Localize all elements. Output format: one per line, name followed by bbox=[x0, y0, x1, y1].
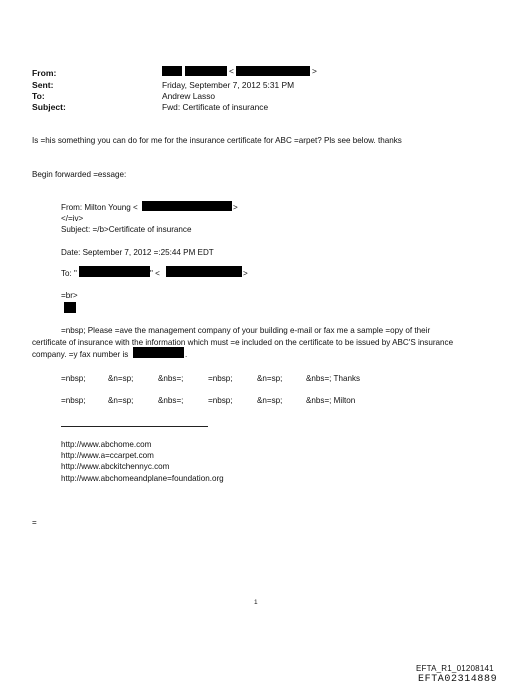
forwarded-label: Begin forwarded =essage: bbox=[32, 170, 127, 179]
link-abchomeandplanet-foundation[interactable]: http://www.abchomeandplane=foundation.org bbox=[61, 474, 224, 483]
nbsp-cell: &nbs=; bbox=[158, 374, 184, 383]
subject-value: Fwd: Certificate of insurance bbox=[162, 102, 269, 112]
nbsp-cell: =nbsp; bbox=[61, 396, 86, 405]
bates-number-efta: EFTA02314889 bbox=[418, 674, 498, 685]
nbsp-cell: &nbs=; bbox=[158, 396, 184, 405]
to-label: To: bbox=[32, 91, 45, 101]
subject-label: Subject: bbox=[32, 102, 66, 112]
fwd-to-end: > bbox=[243, 269, 248, 278]
nbsp-cell-thanks: &nbs=; Thanks bbox=[306, 374, 361, 383]
fwd-from-suffix: > bbox=[233, 203, 238, 212]
nbsp-cell: &n=sp; bbox=[257, 374, 283, 383]
message-line-2: certificate of insurance with the information which must =e included on the certificate to be issued by ABC'S insurance bbox=[32, 338, 454, 347]
nbsp-cell: =nbsp; bbox=[208, 396, 233, 405]
redaction-from-name-1 bbox=[162, 66, 182, 76]
nbsp-cell-milton: &nbs=; Milton bbox=[306, 396, 356, 405]
link-abchome[interactable]: http://www.abchome.com bbox=[61, 440, 152, 449]
nbsp-cell: &n=sp; bbox=[108, 374, 134, 383]
fwd-date: Date: September 7, 2012 =:25:44 PM EDT bbox=[61, 248, 214, 257]
nbsp-cell: =nbsp; bbox=[208, 374, 233, 383]
message-line-1: =nbsp; Please =ave the management company of your building e-mail or fax me a sample =opy of their bbox=[61, 326, 431, 335]
sent-label: Sent: bbox=[32, 80, 54, 90]
fwd-to-label: To: " bbox=[61, 269, 77, 278]
to-value: Andrew Lasso bbox=[162, 91, 216, 101]
redaction-from-name-2 bbox=[185, 66, 227, 76]
redaction-fax-number bbox=[133, 347, 184, 358]
sent-value: Friday, September 7, 2012 5:31 PM bbox=[162, 80, 295, 90]
redaction-fwd-email bbox=[142, 201, 232, 211]
link-abckitchennyc[interactable]: http://www.abckitchennyc.com bbox=[61, 462, 170, 471]
signature-divider bbox=[61, 426, 208, 427]
fwd-subject: Subject: =/b>Certificate of insurance bbox=[61, 225, 192, 234]
nbsp-cell: &n=sp; bbox=[257, 396, 283, 405]
page-number: 1 bbox=[254, 599, 258, 606]
link-abccarpet[interactable]: http://www.a=ccarpet.com bbox=[61, 451, 154, 460]
redaction-signature-block bbox=[64, 302, 76, 313]
bates-number-r1: EFTA_R1_01208141 bbox=[416, 664, 494, 673]
trailing-mark: = bbox=[32, 518, 37, 527]
message-line-3: company. =y fax number is bbox=[32, 350, 129, 359]
fwd-to-mid: " < bbox=[150, 269, 160, 278]
fwd-from-prefix: From: Milton Young < bbox=[61, 203, 138, 212]
nbsp-cell: =nbsp; bbox=[61, 374, 86, 383]
redaction-fwd-to-name bbox=[79, 266, 150, 277]
message-line-3-end: . bbox=[185, 350, 188, 359]
fwd-br: =br> bbox=[61, 291, 78, 300]
from-lt: < bbox=[229, 66, 234, 76]
from-gt: > bbox=[312, 66, 317, 76]
fwd-div-close: </=iv> bbox=[61, 214, 84, 223]
redaction-from-email bbox=[236, 66, 310, 76]
intro-text: Is =his something you can do for me for the insurance certificate for ABC =arpet? Pls see below. thanks bbox=[32, 136, 402, 145]
redaction-fwd-to-email bbox=[166, 266, 242, 277]
from-label: From: bbox=[32, 68, 57, 78]
nbsp-cell: &n=sp; bbox=[108, 396, 134, 405]
